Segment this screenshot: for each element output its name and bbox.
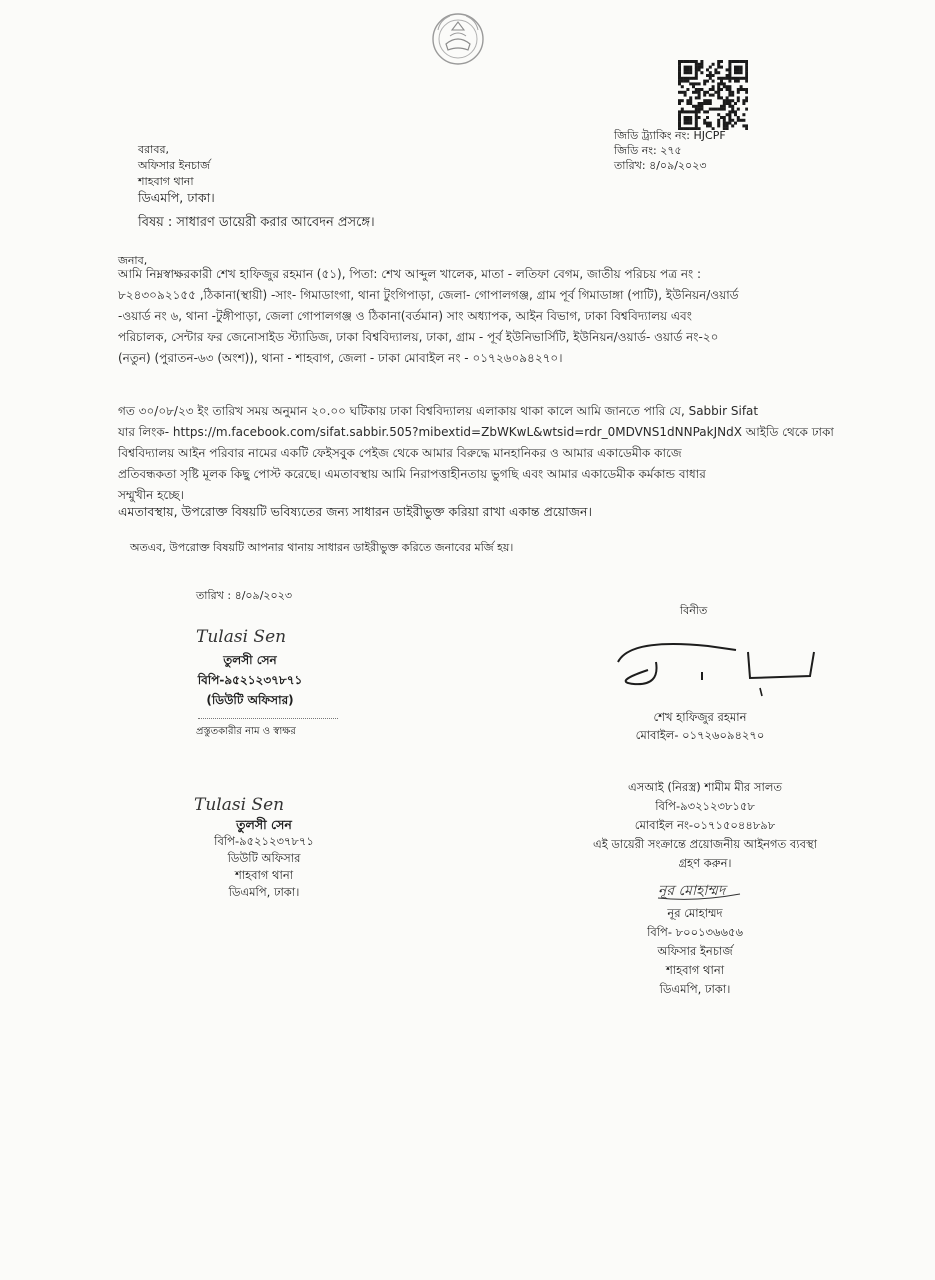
- paragraph-line: -ওয়ার্ড নং ৬, থানা -টুঙ্গীপাড়া, জেলা গোপালগঞ্জ ও ঠিকানা(বর্তমান) সাং অধ্যাপক, আইন বিভাগ, ঢাকা বিশ্ববিদ্যালয় এবং: [118, 309, 692, 323]
- paragraph-line: ৮২৪৩০৯২১৫৫ ,ঠিকানা(স্থায়ী) -সাং- গিমাডাংগা, থানা টুংগিপাড়া, জেলা- গোপালগঞ্জ, গ্রাম পূর্ব গিমাডাঙ্গা (পাটি), ইউনিয়ন/ওয়ার্ড: [118, 288, 739, 302]
- applicant-name: শেখ হাফিজুর রহমান: [653, 710, 747, 724]
- paragraph-line: বিশ্ববিদ্যালয় আইন পরিবার নামের একটি ফেইসবুক পেইজ থেকে আমার বিরুদ্ধে মানহানিকর ও আমার একাডেমীক কাজে: [118, 446, 682, 460]
- duty-officer-station: শাহবাগ থানা: [234, 868, 294, 882]
- si-block: [580, 778, 830, 873]
- paragraph-line: পরিচালক, সেন্টার ফর জেনোসাইড স্ট্যাডিজ, ঢাকা বিশ্ববিদ্যালয়, ঢাকা, গ্রাম - পূর্ব ইউনিভার্সিটি, ইউনিয়ন/ওয়ার্ড- ওয়ার্ড নং-২০: [118, 330, 719, 344]
- officer-bp: বিপি-৯৫২১২৩৭৮৭১: [197, 673, 303, 687]
- signature-divider: [198, 718, 338, 719]
- si-instruction: এই ডায়েরী সংক্রান্তে প্রয়োজনীয় আইনগত ব্যবস্থা: [593, 837, 817, 851]
- addressee-line: শাহবাগ থানা: [138, 175, 194, 188]
- paragraph-line: যার লিংক- https://m.facebook.com/sifat.sabbir.505?mibextid=ZbWKwL&wtsid=rdr_0MDVNS1dNNPakJNdX আইডি থেকে ঢাকা: [118, 425, 834, 439]
- gd-date: তারিখ: ৪/০৯/২০২৩: [614, 159, 707, 172]
- qr-code-icon: [678, 60, 748, 130]
- si-bp: বিপি-৯৩২১২৩৮১৫৮: [655, 799, 755, 813]
- paragraph-line: আমি নিম্নস্বাক্ষরকারী শেখ হাফিজুর রহমান (৫১), পিতা: শেখ আব্দুল খালেক, মাতা - লতিফা বেগম, জাতীয় পরিচয় পত্র নং :: [118, 267, 702, 281]
- salutation: জনাব,: [118, 254, 148, 267]
- applicant-mobile: মোবাইল- ০১৭২৬০৯৪২৭০: [635, 728, 765, 742]
- addressee-line: ডিএমপি, ঢাকা।: [138, 190, 215, 205]
- addressee-line: বরাবর,: [138, 143, 170, 156]
- si-name: এসআই (নিরস্ত্র) শামীম মীর সালত: [627, 780, 783, 794]
- oc-station: শাহবাগ থানা: [665, 963, 725, 977]
- duty-officer-bp: বিপি-৯৫২১২৩৭৮৭১: [214, 834, 314, 848]
- applicant-signature: [590, 632, 830, 704]
- applicant-details-paragraph: [118, 264, 826, 369]
- subject-line: বিষয় : সাধারণ ডায়েরী করার আবেদন প্রসঙ্গে।: [138, 215, 375, 230]
- duty-officer-signature: [192, 622, 332, 650]
- request-paragraph: এমতাবস্থায়, উপরোক্ত বিষয়টি ভবিষ্যতের জন্য সাধারন ডাইরীভুক্ত করিয়া রাখা একান্ত প্রয়োজন।: [118, 504, 592, 519]
- prepared-date: তারিখ : ৪/০৯/২০২৩: [196, 589, 293, 602]
- oc-signature: [656, 876, 756, 902]
- signature-text: Tulasi Sen: [196, 627, 287, 647]
- signature-text: নূর মোহাম্মদ: [658, 883, 726, 899]
- duty-officer-block: [194, 816, 334, 901]
- duty-officer-signature-2: [190, 790, 340, 818]
- duty-officer-role: ডিউটি অফিসার: [227, 851, 301, 865]
- oc-name: নূর মোহাম্মদ: [667, 906, 723, 920]
- si-mobile: মোবাইল নং-০১৭১৫০৪৪৮৯৮: [634, 818, 776, 832]
- signature-text: Tulasi Sen: [194, 795, 285, 815]
- prepared-caption: প্রস্তুতকারীর নাম ও স্বাক্ষর: [196, 726, 296, 737]
- paragraph-line: গত ৩০/০৮/২৩ ইং তারিখ সময় অনুমান ২০.০০ ঘটিকায় ঢাকা বিশ্ববিদ্যালয় এলাকায় থাকা কালে আমি জানতে পারি যে, Sabbir Sifat: [118, 404, 759, 418]
- oc-block: [620, 904, 770, 999]
- oc-role: অফিসার ইনচার্জ: [657, 944, 733, 958]
- applicant-block: [610, 708, 790, 744]
- incident-paragraph: [118, 401, 834, 506]
- paragraph-line: সম্মুখীন হচ্ছে।: [118, 488, 184, 502]
- closing-paragraph: অতএব, উপরোক্ত বিষয়টি আপনার থানায় সাধারন ডাইরীভুক্ত করিতে জনাবের মর্জি হয়।: [130, 541, 514, 554]
- closing-word: বিনীত: [680, 604, 708, 617]
- officer-name: তুলসী সেন: [223, 653, 277, 667]
- gd-number: জিডি নং: ২৭৫: [614, 144, 682, 157]
- officer-role: (ডিউটি অফিসার): [206, 693, 294, 707]
- duty-officer-name: তুলসী সেন: [236, 817, 292, 832]
- addressee-line: অফিসার ইনচার্জ: [138, 159, 210, 172]
- oc-dmp: ডিএমপি, ঢাকা।: [659, 982, 731, 996]
- prepared-by-block: [185, 650, 315, 710]
- oc-bp: বিপি- ৮০০১৩৬৬৫৬: [647, 925, 743, 939]
- paragraph-line: (নতুন) (পুরাতন-৬৩ (অংশ)), থানা - শাহবাগ, জেলা - ঢাকা মোবাইল নং - ০১৭২৬০৯৪২৭০।: [118, 351, 563, 365]
- gd-tracking: জিডি ট্র্যাকিং নং: HJCPF: [614, 129, 726, 142]
- duty-officer-dmp: ডিএমপি, ঢাকা।: [228, 885, 300, 899]
- police-emblem-icon: [428, 10, 488, 68]
- si-instruction-end: গ্রহণ করুন।: [678, 856, 732, 870]
- addressee: [138, 142, 215, 206]
- paragraph-line: প্রতিবন্ধকতা সৃষ্টি মূলক কিছু পোস্ট করেছে। এমতাবস্থায় আমি নিরাপত্তাহীনতায় ভুগছি এবং আমার একাডেমীক কর্মকান্ড বাধার: [118, 467, 706, 481]
- gd-info: [614, 128, 726, 173]
